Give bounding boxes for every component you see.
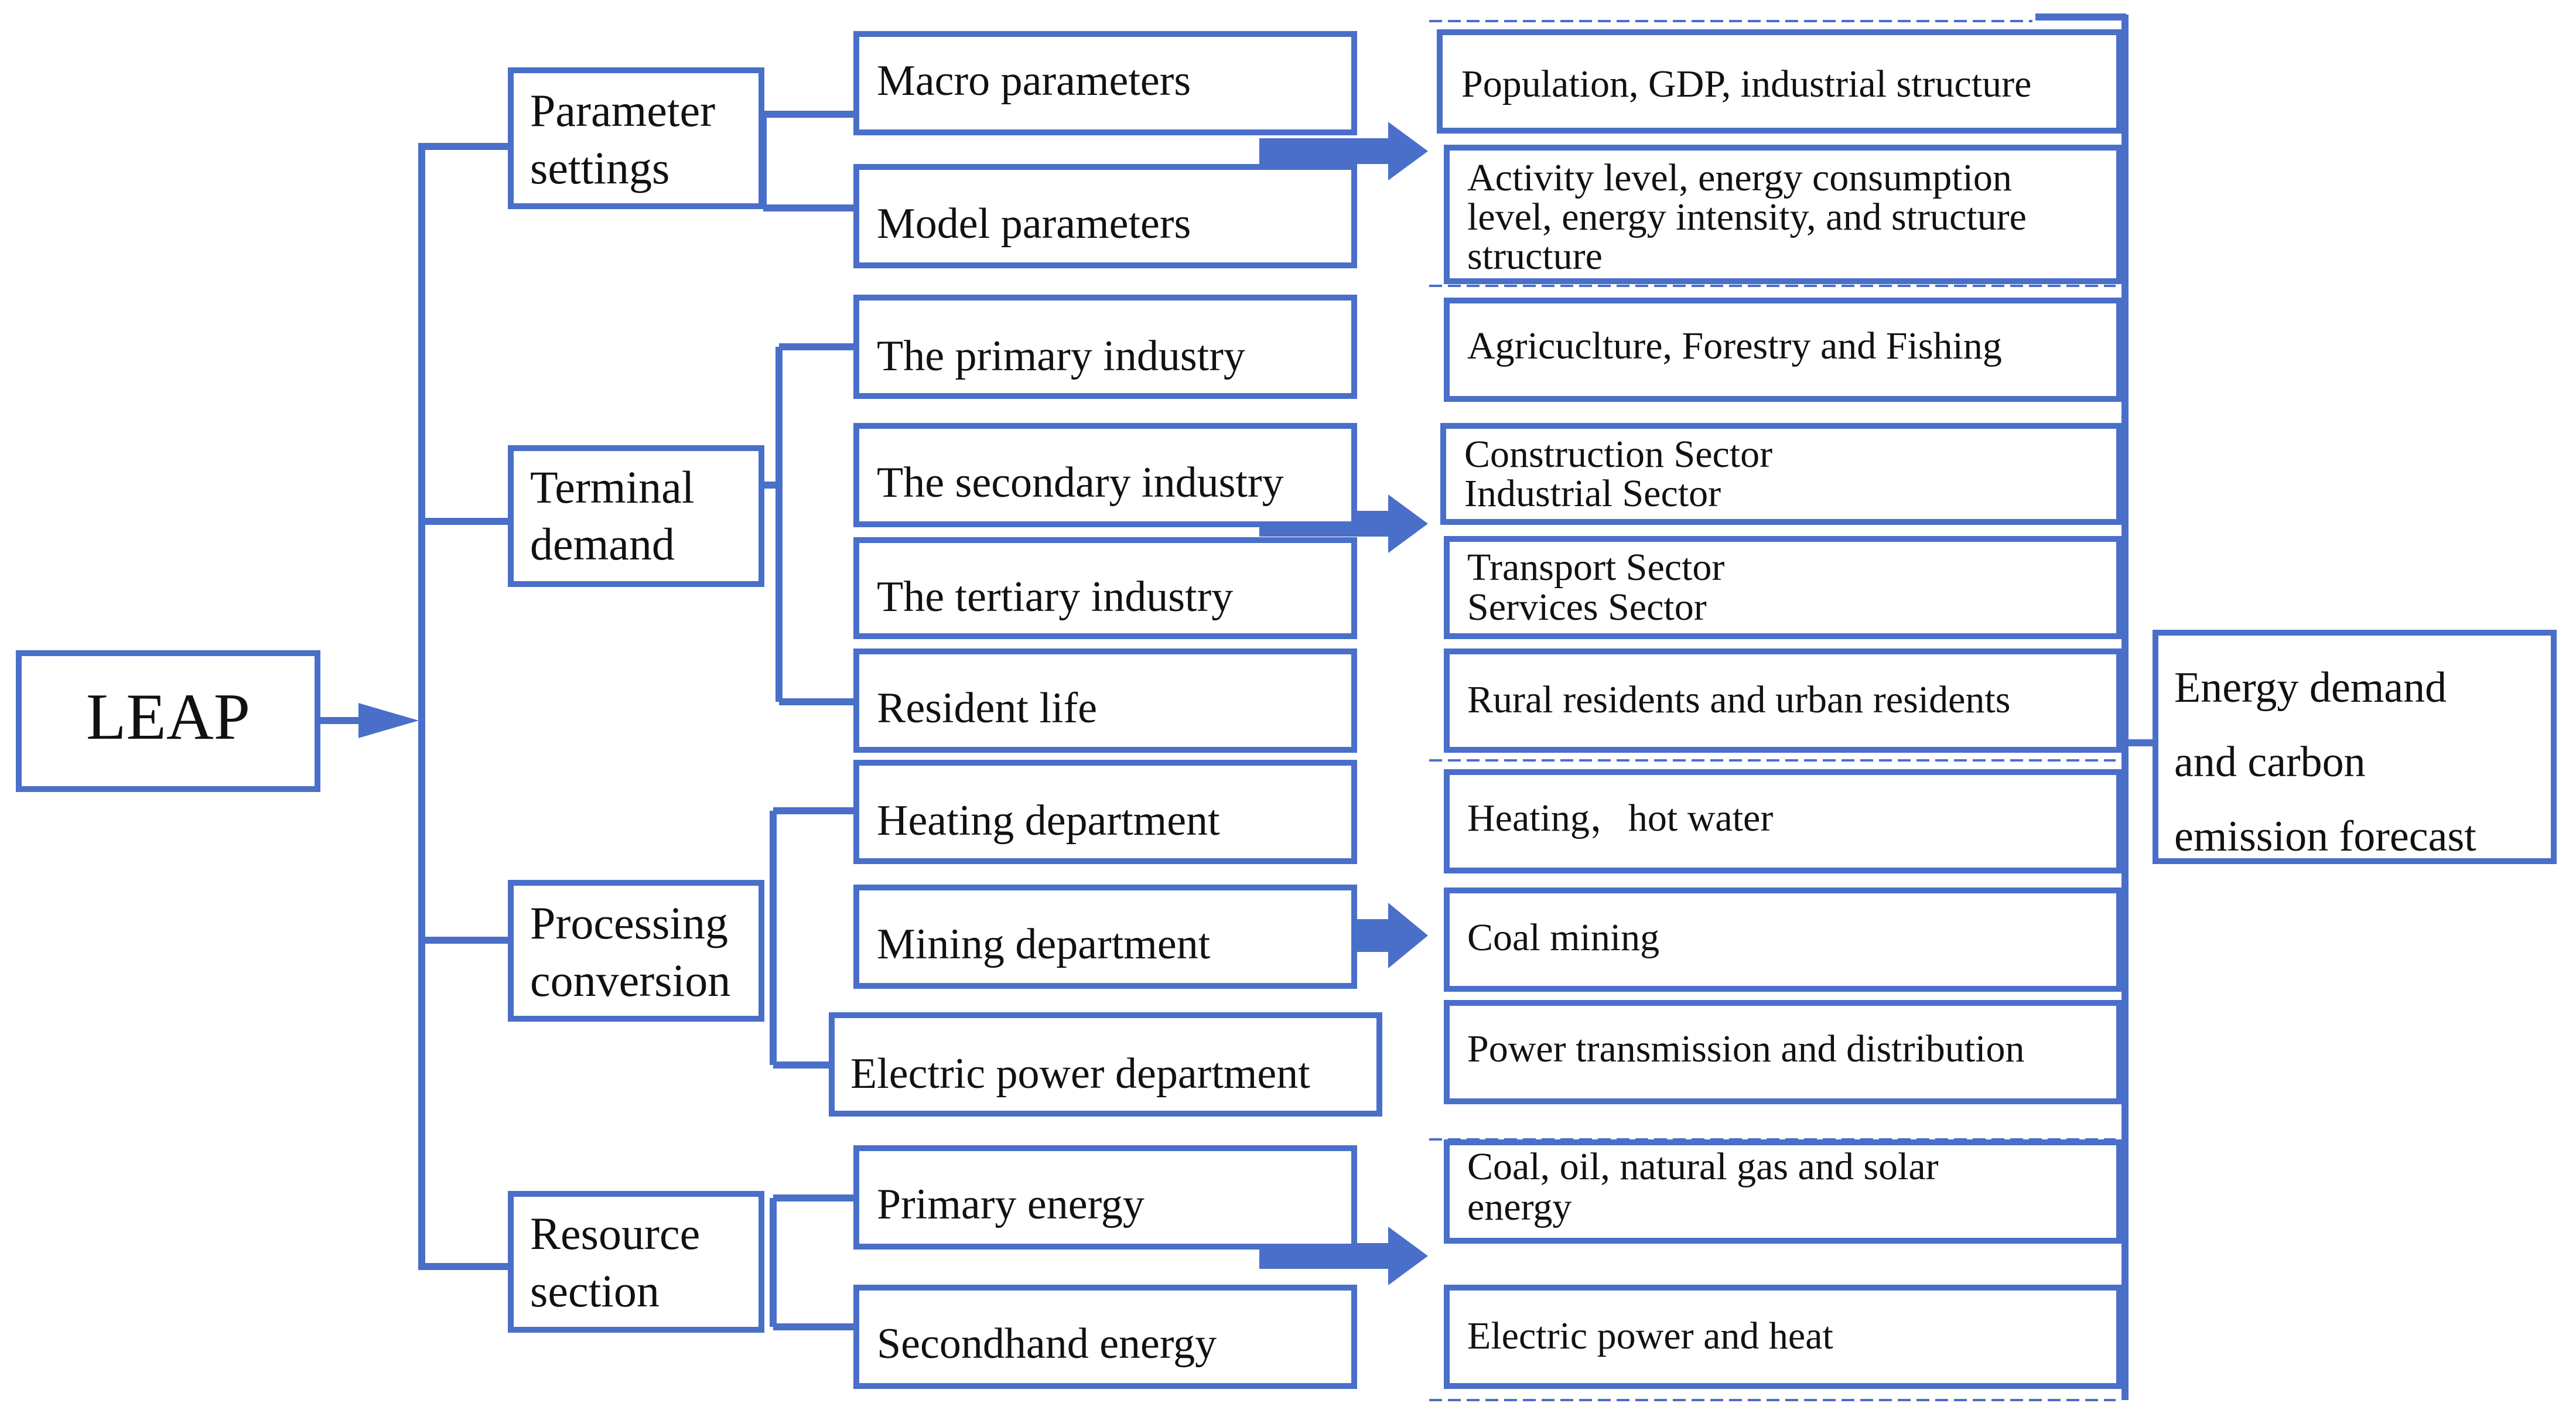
category-processing-conversion: [511, 883, 761, 1019]
leap-arrow-head: [358, 703, 419, 738]
item-label: Heating department: [877, 797, 1220, 845]
item-primary-industry: [856, 298, 1354, 396]
leap-label: LEAP: [86, 681, 250, 753]
item-label: Macro parameters: [877, 57, 1191, 105]
detail-rural-urban: [1447, 651, 2119, 750]
category-label-line: Parameter: [530, 85, 716, 136]
item-label: The primary industry: [877, 332, 1245, 380]
item-label: Mining department: [877, 920, 1211, 968]
detail-agriculture: [1447, 301, 2119, 399]
item-label: The secondary industry: [877, 459, 1284, 507]
detail-line: Industrial Sector: [1464, 472, 1721, 515]
detail-line: Coal mining: [1467, 916, 1660, 959]
detail-coal-mining: [1447, 890, 2119, 989]
category-label-line: settings: [530, 142, 670, 193]
item-primary-energy: [856, 1148, 1354, 1247]
detail-line: Electric power and heat: [1467, 1315, 1833, 1357]
item-label: Primary energy: [877, 1180, 1144, 1228]
item-secondary-industry: [856, 426, 1354, 524]
detail-line: structure: [1467, 235, 1603, 278]
category-terminal-demand: [511, 448, 761, 584]
item-electric-power-department: [832, 1015, 1379, 1114]
item-label: Resident life: [877, 684, 1098, 732]
output-line: and carbon: [2174, 738, 2366, 786]
leap-node: [19, 653, 317, 789]
item-label: The tertiary industry: [877, 573, 1234, 621]
item-mining-department: [856, 888, 1354, 986]
detail-line: Heating，hot water: [1467, 797, 1774, 839]
detail-line: Construction Sector: [1464, 433, 1773, 476]
item-label: Secondhand energy: [877, 1320, 1217, 1368]
category-label-line: demand: [530, 518, 675, 569]
detail-line: level, energy intensity, and structure: [1467, 196, 2027, 238]
detail-transport-services: [1447, 539, 2119, 636]
category-resource-section: [511, 1194, 761, 1330]
category-parameter-settings: [511, 70, 761, 206]
category-label-line: Resource: [530, 1208, 701, 1259]
detail-line: Coal, oil, natural gas and solar: [1467, 1145, 1939, 1188]
item-secondhand-energy: [856, 1288, 1354, 1386]
arrow-group-3: [1354, 903, 1428, 968]
detail-activity-level: [1447, 148, 2119, 281]
detail-line: Rural residents and urban residents: [1467, 678, 2011, 721]
item-macro-parameters: [856, 34, 1354, 132]
detail-line: Power transmission and distribution: [1467, 1028, 2025, 1070]
detail-line: Services Sector: [1467, 586, 1707, 629]
output-energy-forecast: [2155, 633, 2554, 861]
detail-heating-hot-water: [1447, 772, 2119, 871]
category-label-line: conversion: [530, 955, 731, 1006]
detail-line: Transport Sector: [1467, 546, 1725, 589]
item-model-parameters: [856, 167, 1354, 265]
detail-line: energy: [1467, 1186, 1572, 1228]
category-label-line: section: [530, 1265, 660, 1316]
item-heating-department: [856, 763, 1354, 861]
detail-power-transmission: [1447, 1003, 2119, 1101]
detail-coal-oil-gas-solar: [1447, 1142, 2119, 1241]
detail-line: Activity level, energy consumption: [1467, 156, 2012, 199]
detail-line: Agricuclture, Forestry and Fishing: [1467, 325, 2002, 367]
detail-electric-power-heat: [1447, 1288, 2119, 1386]
item-resident-life: [856, 651, 1354, 750]
item-label: Electric power department: [850, 1050, 1310, 1098]
output-line: emission forecast: [2174, 813, 2476, 861]
category-label-line: Terminal: [530, 462, 695, 513]
detail-line: Population, GDP, industrial structure: [1461, 63, 2032, 105]
item-tertiary-industry: [856, 540, 1354, 636]
item-label: Model parameters: [877, 200, 1191, 248]
category-label-line: Processing: [530, 897, 728, 948]
output-line: Energy demand: [2174, 664, 2447, 712]
detail-construction-industrial: [1443, 426, 2119, 522]
detail-population-gdp: [1440, 32, 2119, 131]
